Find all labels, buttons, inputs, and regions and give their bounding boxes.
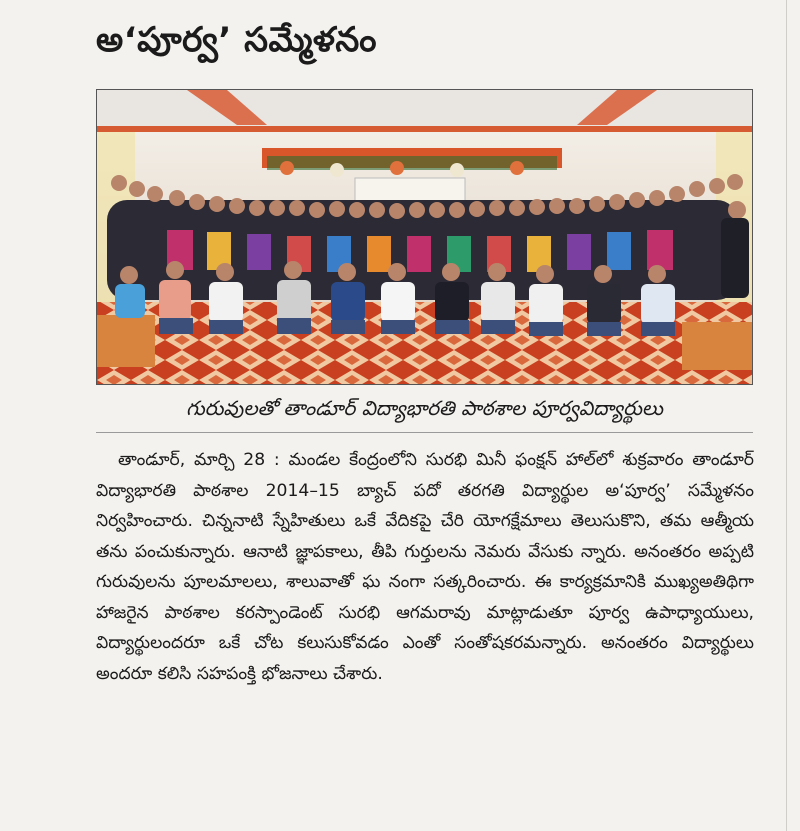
column-divider <box>786 0 787 831</box>
article-photo <box>96 89 753 385</box>
article-body <box>96 445 754 689</box>
article-headline: అ‘పూర్వ’ సమ్మేళనం <box>96 20 377 60</box>
article-paragraph: తాండూర్, మార్చి 28 : మండల కేంద్రంలోని సురభి మినీ ఫంక్షన్ హాల్‌లో శుక్రవారం తాండూర్ విద్యాభారతి పాఠశాల 2014–15 బ్యాచ్ పదో తరగతి విద్యార్థుల అ‘పూర్వ’ సమ్మేళనం నిర్వహించారు. చిన్ననాటి స్నేహితులు ఒకే వేదికపై చేరి యోగక్షేమాలు తెలుసుకొని, తమ ఆత్మీయ తను పంచుకున్నారు. ఆనాటి జ్ఞాపకాలు, తీపి గుర్తులను నెమరు వేసుకు న్నారు. అనంతరం అప్పటి గురువులను పూలమాలలు, శాలువాతో ఘ నంగా సత్కరించారు. ఈ కార్యక్రమానికి ముఖ్యఅతిథిగా హాజరైన పాఠశాల కరస్పాండెంట్ సురభి ఆగమరావు మాట్లాడుతూ పూర్వ ఉపాధ్యాయులు, విద్యార్థులందరూ ఒకే చోట కలుసుకోవడం ఎంతో సంతోషకరమన్నారు. అనంతరం విద్యార్థులు అందరూ కలిసి సహపంక్తి భోజనాలు చేశారు. <box>96 450 754 684</box>
caption-divider <box>96 432 753 433</box>
photo-caption: గురువులతో తాండూర్ విద్యాభారతి పాఠశాల పూర్వవిద్యార్థులు <box>186 396 663 420</box>
group-photo-illustration <box>97 90 753 385</box>
